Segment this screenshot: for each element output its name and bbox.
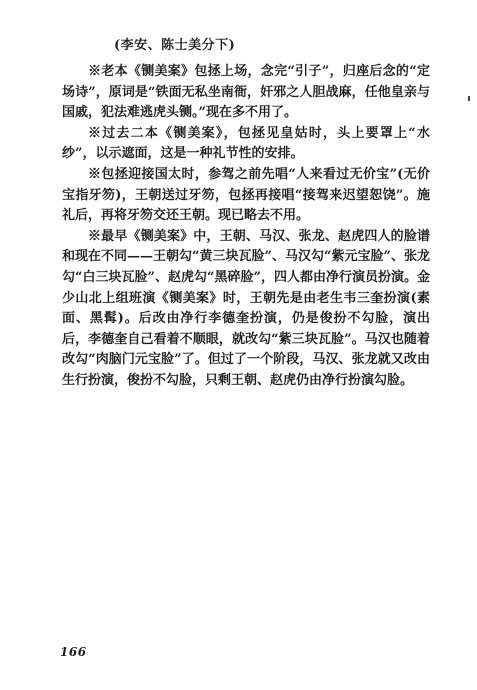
note-paragraph: ※老本《铡美案》包拯上场，念完“引子”，归座后念的“定场诗”，原词是“铁面无私坐南衙，奸邪之人胆战麻，任他皇亲与国戚，犯法难逃虎头铡。”现在多不用了。 — [62, 64, 430, 121]
note-paragraph: ※包拯迎接国太时，参驾之前先唱“人来看过无价宝”(无价宝指牙笏)，王朝送过牙笏，包拯再接唱“接驾来迟望恕饶”。施礼后，再将牙笏交还王朝。现已略去不用。 — [62, 166, 430, 224]
notes-body — [62, 62, 430, 392]
note-paragraph: ※过去二本《铡美案》，包拯见皇姑时，头上要罩上“水纱”，以示遮面，这是一种礼节性的安排。 — [62, 125, 430, 162]
margin-mark — [468, 96, 470, 101]
scene-direction: (李安、陈士美分下) — [114, 38, 236, 53]
page-number: 166 — [60, 645, 87, 659]
note-paragraph: ※最早《铡美案》中，王朝、马汉、张龙、赵虎四人的脸谱和现在不同——王朝勾“黄三块瓦脸”、马汉勾“紫元宝脸”、张龙勾“白三块瓦脸”、赵虎勾“黑碎脸”，四人都由净行演员扮演。金少山北上组班演《铡美案》时，王朝先是由老生韦三奎扮演(素面、黑髯)。后改由净行李德奎扮演，仍是俊扮不勾脸，演出后，李德奎自己看着不顺眼，就改勾“紫三块瓦脸”。马汉也随着改勾“肉脑门元宝脸”了。但过了一个阶段，马汉、张龙就又改由生行扮演，俊扮不勾脸，只剩王朝、赵虎仍由净行扮演勾脸。 — [62, 228, 430, 388]
